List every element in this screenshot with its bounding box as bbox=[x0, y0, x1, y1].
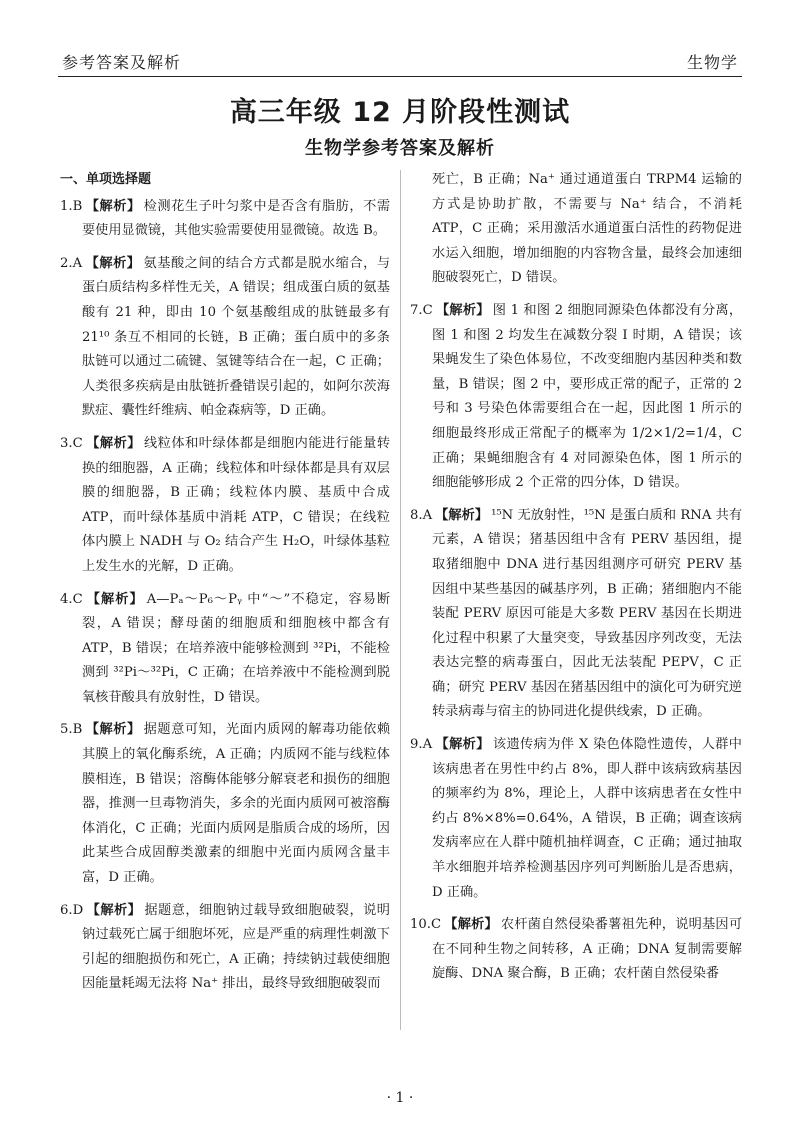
explanation-tag: 【解析】 bbox=[435, 737, 490, 753]
explanation-tag: 【解析】 bbox=[85, 198, 141, 214]
page-number: · 1 · bbox=[386, 1090, 414, 1106]
explanation-text: 检测花生子叶匀浆中是否含有脂肪，不需要使用显微镜，其他实验需要使用显微镜。故选 B。 bbox=[82, 198, 391, 239]
answer-number: 4.C bbox=[60, 591, 83, 607]
explanation-text: 农杆菌自然侵染番薯祖先种，说明基因可在不同种生物之间转移，A 正确；DNA 复制需要解旋酶、DNA 聚合酶，B 正确；农杆菌自然侵染番 bbox=[432, 917, 743, 982]
answer-item bbox=[60, 252, 390, 424]
answer-item bbox=[410, 733, 742, 905]
page-subtitle: 生物学参考答案及解析 bbox=[305, 138, 495, 159]
answer-number: 10.C bbox=[410, 917, 442, 933]
header-rule bbox=[58, 76, 742, 77]
explanation-text: 据题意可知，光面内质网的解毒功能依赖其膜上的氧化酶系统，A 正确；内质网不能与线粒体膜相连，B 错误；溶酶体能够分解衰老和损伤的细胞器，推测一旦毒物消失，多余的光面内质网可被溶酶体消化，C 正确；光面内质网是脂质合成的场所，因此某些合成固醇类激素的细胞中光面内质网含量丰富，D 正确。 bbox=[82, 722, 391, 886]
left-column bbox=[60, 168, 390, 1005]
explanation-text: 线粒体和叶绿体都是细胞内能进行能量转换的细胞器，A 正确；线粒体和叶绿体都是具有双层膜的细胞器，B 正确；线粒体内膜、基质中合成 ATP，而叶绿体基质中消耗 ATP，C 错误；在线粒体内膜上 NADH 与 O₂ 结合产生 H₂O，叶绿体基粒上发生水的光解，D 正确。 bbox=[82, 435, 391, 574]
explanation-tag: 【解析】 bbox=[435, 302, 490, 318]
answer-item bbox=[410, 913, 742, 987]
page-title: 高三年级 12 月阶段性测试 bbox=[229, 97, 571, 128]
explanation-text: A—Pₐ～P₆～Pᵧ 中“～”不稳定，容易断裂，A 错误；酵母菌的细胞质和细胞核中都含有 ATP，B 错误；在培养液中能够检测到 ³²Pi，不能检测到 ³²Pi～³²Pi，C 正确；在培养液中不能检测到脱氧核苷酸具有放射性，D 错误。 bbox=[82, 591, 391, 705]
answer-number: 7.C bbox=[410, 302, 433, 318]
answer-item bbox=[60, 588, 390, 711]
answer-number: 5.B bbox=[60, 722, 83, 738]
explanation-tag: 【解析】 bbox=[85, 722, 141, 738]
answer-number: 1.B bbox=[60, 198, 83, 214]
answer-number: 8.A bbox=[410, 507, 433, 523]
explanation-tag: 【解析】 bbox=[86, 902, 142, 918]
answer-item bbox=[410, 299, 742, 496]
column-divider bbox=[400, 170, 401, 1030]
header-left-label: 参考答案及解析 bbox=[62, 53, 182, 72]
answer-item bbox=[60, 432, 390, 580]
explanation-tag: 【解析】 bbox=[85, 435, 141, 451]
explanation-tag: 【解析】 bbox=[85, 255, 141, 271]
answer-number: 6.D bbox=[60, 902, 84, 918]
explanation-text: 据题意，细胞钠过载导致细胞破裂，说明钠过载死亡属于细胞坏死，应是严重的病理性刺激下引起的细胞损伤和死亡，A 正确；持续钠过载使细胞因能量耗竭无法将 Na⁺ 排出，最终导致细胞破裂而 bbox=[82, 902, 390, 992]
explanation-text: 图 1 和图 2 细胞同源染色体都没有分离，图 1 和图 2 均发生在减数分裂 Ⅰ 时期，A 错误；该果蝇发生了染色体易位，不改变细胞内基因种类和数量，B 错误；图 2 中，要形成正常的配子，正常的 2 号和 3 号染色体需要组合在一起，因此图 1 所示的细胞最终形成正常配子的概率为 1/2×1/2=1/4，C 正确；果蝇细胞含有 4 对同源染色体，图 1 所示的细胞能够形成 2 个正常的四分体，D 错误。 bbox=[432, 302, 743, 491]
answer-item bbox=[60, 899, 390, 997]
answer-item bbox=[410, 168, 742, 291]
explanation-tag: 【解析】 bbox=[85, 591, 144, 607]
answer-item bbox=[410, 504, 742, 725]
answer-number: 2.A bbox=[60, 255, 83, 271]
answer-number: 3.C bbox=[60, 435, 83, 451]
explanation-text: 该遗传病为伴 X 染色体隐性遗传，人群中该病患者在男性中约占 8%，即人群中该病致病基因的频率约为 8%，理论上，人群中该病患者在女性中约占 8%×8%=0.64%，A 错误，B 正确；调查该病发病率应在人群中随机抽样调查，C 正确；通过抽取羊水细胞并培养检测基因序列可判断胎儿是否患病，D 正确。 bbox=[432, 737, 742, 900]
explanation-tag: 【解析】 bbox=[435, 507, 489, 523]
answer-item bbox=[60, 718, 390, 890]
answer-number: 9.A bbox=[410, 737, 433, 753]
explanation-text: ¹⁵N 无放射性，¹⁵N 是蛋白质和 RNA 共有元素，A 错误；猪基因组中含有 PERV 基因组，提取猪细胞中 DNA 进行基因组测序可研究 PERV 基因组中某些基因的碱基序列，B 正确；猪细胞内不能装配 PERV 原因可能是大多数 PERV 基因在长期进化过程中积累了大量突变，导致基因序列改变，无法表达完整的病毒蛋白，因此无法装配 PEPV，C 正确；研究 PERV 基因在猪基因组中的演化可为研究逆转录病毒与宿主的协同进化提供线索，D 正确。 bbox=[432, 507, 743, 720]
explanation-tag: 【解析】 bbox=[444, 917, 498, 933]
right-column bbox=[410, 168, 742, 995]
answer-item bbox=[60, 195, 390, 244]
explanation-text: 死亡，B 正确；Na⁺ 通过通道蛋白 TRPM4 运输的方式是协助扩散，不需要与 Na⁺ 结合，不消耗 ATP，C 正确；采用激活水通道蛋白活性的药物促进水运入细胞，增加细胞的内容物含量，最终会加速细胞破裂死亡，D 错误。 bbox=[432, 172, 742, 286]
section-heading: 一、单项选择题 bbox=[60, 172, 152, 187]
explanation-text: 氨基酸之间的结合方式都是脱水缩合，与蛋白质结构多样性无关，A 错误；组成蛋白质的氨基酸有 21 种，即由 10 个氨基酸组成的肽链最多有 21¹⁰ 条互不相同的长链，B 正确；蛋白质中的多条肽链可以通过二硫键、氢键等结合在一起，C 正确；人类很多疾病是由肽链折叠错误引起的，如阿尔茨海默症、囊性纤维病、帕金森病等，D 正确。 bbox=[82, 255, 391, 419]
header-subject-label: 生物学 bbox=[686, 53, 738, 72]
